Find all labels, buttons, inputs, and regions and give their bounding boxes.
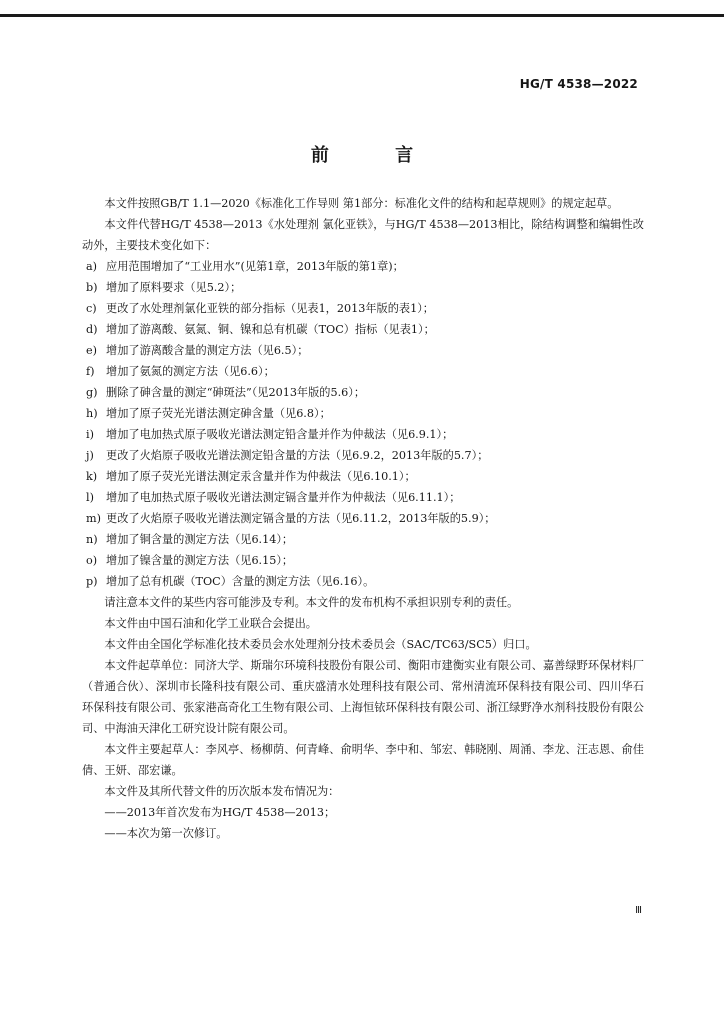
changes-list [82, 256, 644, 592]
list-item-text: 增加了原料要求（见5.2）； [106, 281, 242, 294]
top-rule [0, 14, 724, 17]
list-item [82, 550, 644, 571]
list-item-text: 删除了砷含量的测定“砷斑法”（见2013年版的5.6）； [106, 386, 366, 399]
paragraph: 本文件主要起草人：李风亭、杨柳荫、何青峰、俞明华、李中和、邹宏、韩晓刚、周涌、李龙、汪志恩、俞佳倩、王妍、邵宏谦。 [82, 743, 644, 777]
list-item-text: 增加了游离酸、氨氮、铜、镍和总有机碳（TOC）指标（见表1）； [106, 323, 435, 336]
paragraph: 本文件代替HG/T 4538—2013《水处理剂 氯化亚铁》，与HG/T 4538—2013相比，除结构调整和编辑性改动外，主要技术变化如下： [82, 218, 644, 252]
list-item [82, 403, 644, 424]
list-marker: f) [86, 365, 95, 378]
list-marker: j) [86, 449, 94, 462]
list-item [82, 529, 644, 550]
page-title: 前 言 [310, 145, 444, 166]
paragraph: 本文件起草单位：同济大学、斯瑞尔环境科技股份有限公司、衡阳市建衡实业有限公司、嘉善绿野环保材料厂（普通合伙）、深圳市长隆科技有限公司、重庆盛清水处理科技有限公司、常州清流环保科技有限公司、四川华石环保科技有限公司、张家港高奇化工生物有限公司、上海恒铱环保科技有限公司、浙江绿野净水剂科技股份有限公司、中海油天津化工研究设计院有限公司。 [82, 659, 644, 735]
list-item-text: 增加了电加热式原子吸收光谱法测定铅含量并作为仲裁法（见6.9.1）； [106, 428, 454, 441]
list-item-text: 增加了电加热式原子吸收光谱法测定镉含量并作为仲裁法（见6.11.1）； [106, 491, 461, 504]
list-item [82, 256, 644, 277]
list-item-text: 更改了水处理剂氯化亚铁的部分指标（见表1，2013年版的表1）； [106, 302, 434, 315]
paragraph: 本文件及其所代替文件的历次版本发布情况为： [104, 785, 340, 798]
list-item [82, 508, 644, 529]
list-item [82, 361, 644, 382]
list-marker: d) [86, 323, 98, 336]
list-item [82, 571, 644, 592]
history-item: ——2013年首次发布为HG/T 4538—2013； [104, 806, 336, 819]
list-item [82, 466, 644, 487]
paragraph: 本文件由全国化学标准化技术委员会水处理剂分技术委员会（SAC/TC63/SC5）归口。 [104, 638, 537, 651]
list-marker: b) [86, 281, 98, 294]
list-marker: c) [86, 302, 97, 315]
list-item [82, 277, 644, 298]
list-item-text: 增加了原子荧光光谱法测定汞含量并作为仲裁法（见6.10.1）； [106, 470, 416, 483]
list-item-text: 更改了火焰原子吸收光谱法测定铅含量的方法（见6.9.2，2013年版的5.7）； [106, 449, 489, 462]
list-item-text: 增加了氨氮的测定方法（见6.6）； [106, 365, 275, 378]
list-item-text: 更改了火焰原子吸收光谱法测定镉含量的方法（见6.11.2，2013年版的5.9）； [106, 512, 496, 525]
paragraph: 本文件由中国石油和化学工业联合会提出。 [104, 617, 317, 630]
list-marker: l) [86, 491, 94, 504]
list-item [82, 298, 644, 319]
page-number: Ⅲ [635, 905, 642, 916]
list-marker: o) [86, 554, 98, 567]
paragraph: 请注意本文件的某些内容可能涉及专利。本文件的发布机构不承担识别专利的责任。 [104, 596, 519, 609]
list-item [82, 319, 644, 340]
paragraph: 本文件按照GB/T 1.1—2020《标准化工作导则 第1部分：标准化文件的结构和起草规则》的规定起草。 [104, 197, 619, 210]
list-item [82, 424, 644, 445]
list-item [82, 445, 644, 466]
document-code: HG/T 4538—2022 [519, 77, 638, 91]
list-marker: n) [86, 533, 98, 546]
list-item [82, 340, 644, 361]
list-item-text: 增加了游离酸含量的测定方法（见6.5）； [106, 344, 309, 357]
history-item: ——本次为第一次修订。 [104, 827, 228, 840]
list-item-text: 增加了总有机碳（TOC）含量的测定方法（见6.16）。 [106, 575, 375, 588]
list-item-text: 增加了铜含量的测定方法（见6.14）； [106, 533, 294, 546]
list-marker: p) [86, 575, 98, 588]
document-body [82, 193, 644, 844]
list-marker: a) [86, 260, 98, 273]
list-marker: g) [86, 386, 98, 399]
list-item-text: 应用范围增加了“工业用水”(见第1章，2013年版的第1章)； [106, 260, 404, 273]
list-item-text: 增加了原子荧光光谱法测定砷含量（见6.8）； [106, 407, 331, 420]
list-marker: e) [86, 344, 97, 357]
list-marker: k) [86, 470, 98, 483]
list-item [82, 382, 644, 403]
list-item [82, 487, 644, 508]
list-marker: m) [86, 512, 101, 525]
list-marker: h) [86, 407, 98, 420]
list-marker: i) [86, 428, 94, 441]
list-item-text: 增加了镍含量的测定方法（见6.15）； [106, 554, 294, 567]
